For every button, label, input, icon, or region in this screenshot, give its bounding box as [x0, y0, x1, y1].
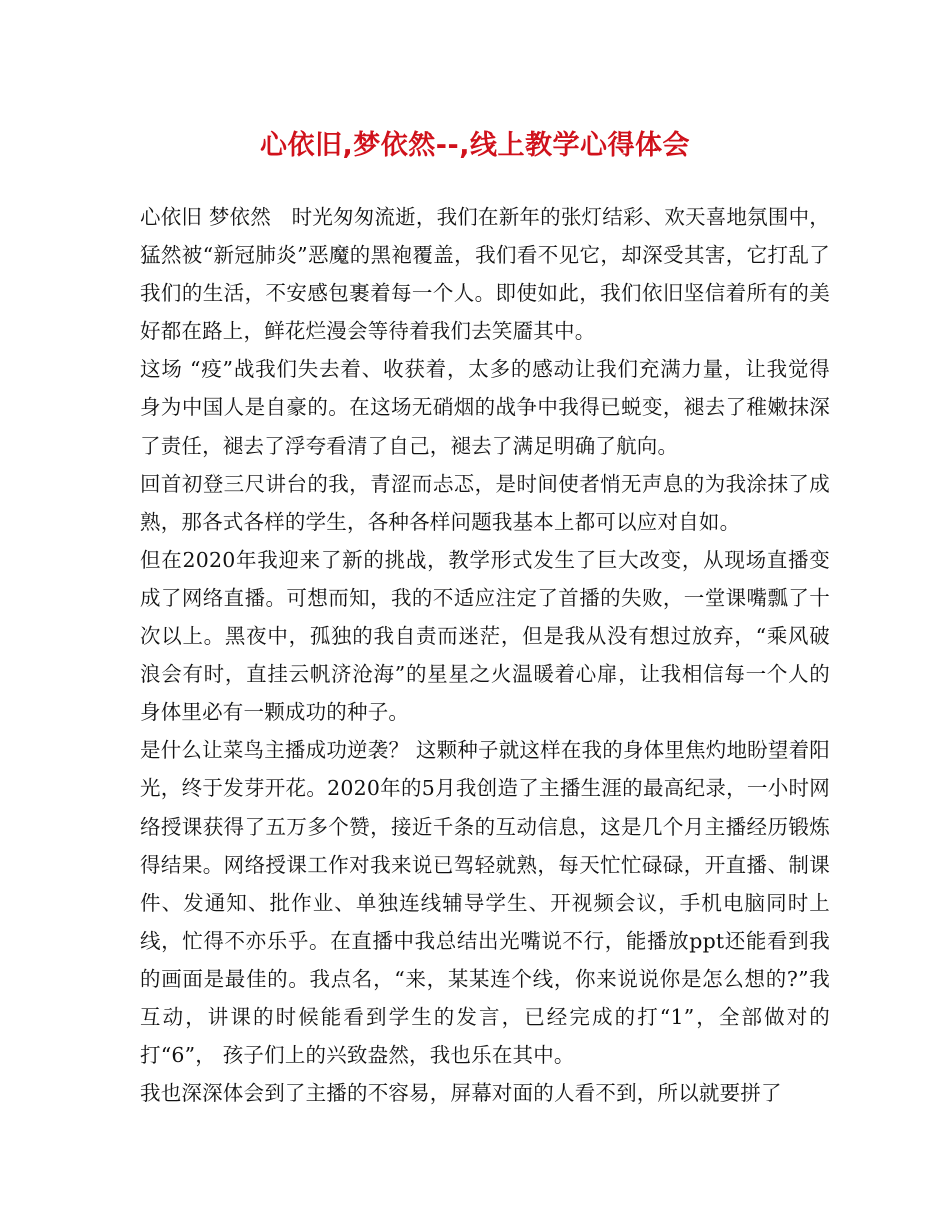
paragraph-first-teaching: 回首初登三尺讲台的我，青涩而忐忑，是时间使者悄无声息的为我涂抹了成熟，那各式各样的学生，各种各样问题我基本上都可以应对自如。: [140, 471, 830, 534]
document-title: 心依旧,梦依然--,线上教学心得体会: [260, 130, 690, 161]
paragraph-new-challenge: 但在2020年我迎来了新的挑战，教学形式发生了巨大改变，从现场直播变成了网络直播。可想而知，我的不适应注定了首播的失败，一堂课嘴瓢了十次以上。黑夜中，孤独的我自责而迷茫，但是我从没有想过放弃，“乘风破浪会有时，直挂云帆济沧海”的星星之火温暖着心扉，让我相信每一个人的身体里必有一颗成功的种子。: [140, 547, 830, 725]
paragraph-epidemic-war: 这场 “疫”战我们失去着、收获着，太多的感动让我们充满力量，让我觉得身为中国人是自豪的。在这场无硝烟的战争中我得已蜕变，褪去了稚嫩抹深了责任，褪去了浮夸看清了自己，褪去了满足明确了航向。: [140, 357, 830, 458]
paragraph-success: 是什么让菜鸟主播成功逆袭？ 这颗种子就这样在我的身体里焦灼地盼望着阳光，终于发芽开花。2020年的5月我创造了主播生涯的最高纪录，一小时网络授课获得了五万多个赞，接近千条的互动信息，这是几个月主播经历锻炼得结果。网络授课工作对我来说已驾轻就熟，每天忙忙碌碌，开直播、制课件、发通知、批作业、单独连线辅导学生、开视频会议，手机电脑同时上线，忙得不亦乐乎。在直播中我总结出光嘴说不行，能播放ppt还能看到我的画面是最佳的。我点名，“来，某某连个线，你来说说你是怎么想的?”我互动，讲课的时候能看到学生的发言，已经完成的打“1”，全部做对的打“6”， 孩子们上的兴致盎然，我也乐在其中。: [140, 738, 830, 1068]
document-body: [140, 198, 830, 1112]
paragraph-difficulty: 我也深深体会到了主播的不容易，屏幕对面的人看不到，所以就要拼了: [140, 1081, 782, 1106]
paragraph-intro: 心依旧 梦依然 时光匆匆流逝，我们在新年的张灯结彩、欢天喜地氛围中，猛然被“新冠肺炎”恶魔的黑袍覆盖，我们看不见它，却深受其害，它打乱了我们的生活，不安感包裹着每一个人。即使如此，我们依旧坚信着所有的美好都在路上，鲜花烂漫会等待着我们去笑靥其中。: [140, 205, 830, 344]
